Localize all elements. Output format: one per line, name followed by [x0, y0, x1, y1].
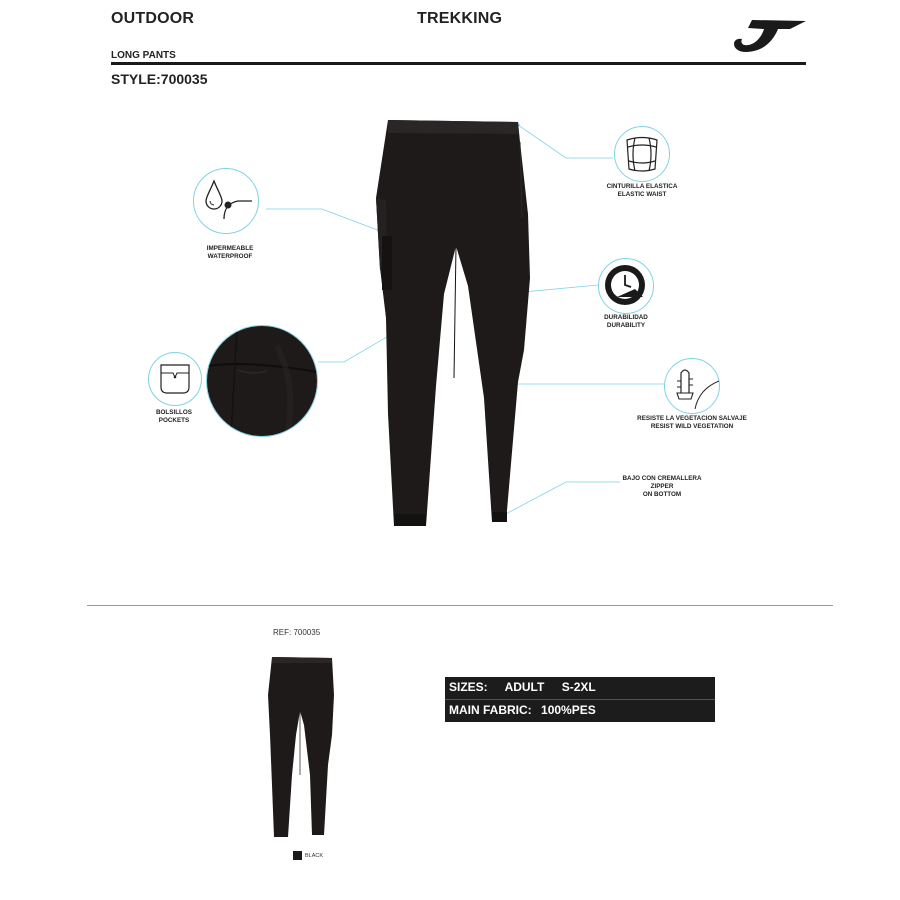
reference-code: REF: 700035	[273, 628, 321, 637]
pocket-detail-image	[207, 326, 317, 436]
main-pants-image	[372, 118, 536, 530]
waterproof-label-en: WATERPROOF	[207, 253, 253, 260]
color-swatch-label: BLACK	[305, 853, 324, 859]
wild-vegetation-label	[622, 415, 762, 431]
spec-box	[445, 677, 715, 722]
elastic-waist-label-en: ELASTIC WAIST	[617, 191, 667, 198]
sizes-row	[445, 677, 715, 698]
elastic-waist-feature-circle	[614, 126, 670, 182]
style-code: STYLE:700035	[111, 71, 208, 87]
wild-vegetation-label-en: RESIST WILD VEGETATION	[650, 423, 734, 430]
cactus-icon	[665, 359, 719, 413]
durability-label-en: DURABILITY	[606, 322, 646, 329]
durability-icon	[599, 259, 653, 313]
sizes-label: SIZES:	[449, 680, 488, 694]
waterproof-icon	[194, 169, 258, 233]
durability-label	[576, 314, 676, 330]
elastic-waist-icon	[615, 127, 669, 181]
elastic-waist-label-es: CINTURILLA ELASTICA	[606, 183, 678, 190]
sport-title: TREKKING	[417, 10, 503, 27]
fabric-row	[445, 700, 715, 721]
section-divider	[87, 605, 833, 606]
durability-label-es: DURABILIDAD	[604, 314, 648, 321]
pocket-icon	[149, 353, 201, 405]
waterproof-label-es: IMPERMEABLE	[206, 245, 254, 252]
sizes-group: ADULT	[504, 680, 545, 694]
elastic-waist-label	[592, 183, 692, 199]
waterproof-label	[180, 245, 280, 261]
zipper-bottom-label-en-2: ON BOTTOM	[642, 491, 682, 498]
pockets-label	[124, 409, 224, 425]
pockets-feature-circle	[148, 352, 202, 406]
category-title: OUTDOOR	[111, 10, 195, 27]
wild-vegetation-feature-circle	[664, 358, 720, 414]
wild-vegetation-label-es: RESISTE LA VEGETACION SALVAJE	[637, 415, 747, 422]
fabric-value: 100%PES	[541, 703, 596, 717]
fabric-label: MAIN FABRIC:	[449, 703, 532, 717]
waterproof-feature-circle	[193, 168, 259, 234]
pockets-label-es: BOLSILLOS	[155, 409, 193, 416]
color-swatch-black[interactable]	[293, 851, 302, 860]
sizes-range: S-2XL	[561, 680, 596, 694]
pockets-label-en: POCKETS	[158, 417, 190, 424]
small-pants-image	[266, 655, 336, 839]
durability-feature-circle	[598, 258, 654, 314]
zipper-bottom-label	[612, 475, 712, 499]
zipper-bottom-label-en-1: ZIPPER	[650, 483, 674, 490]
zipper-bottom-label-es: BAJO CON CREMALLERA	[622, 475, 702, 482]
product-type: LONG PANTS	[111, 50, 176, 61]
pocket-detail-zoom	[206, 325, 318, 437]
